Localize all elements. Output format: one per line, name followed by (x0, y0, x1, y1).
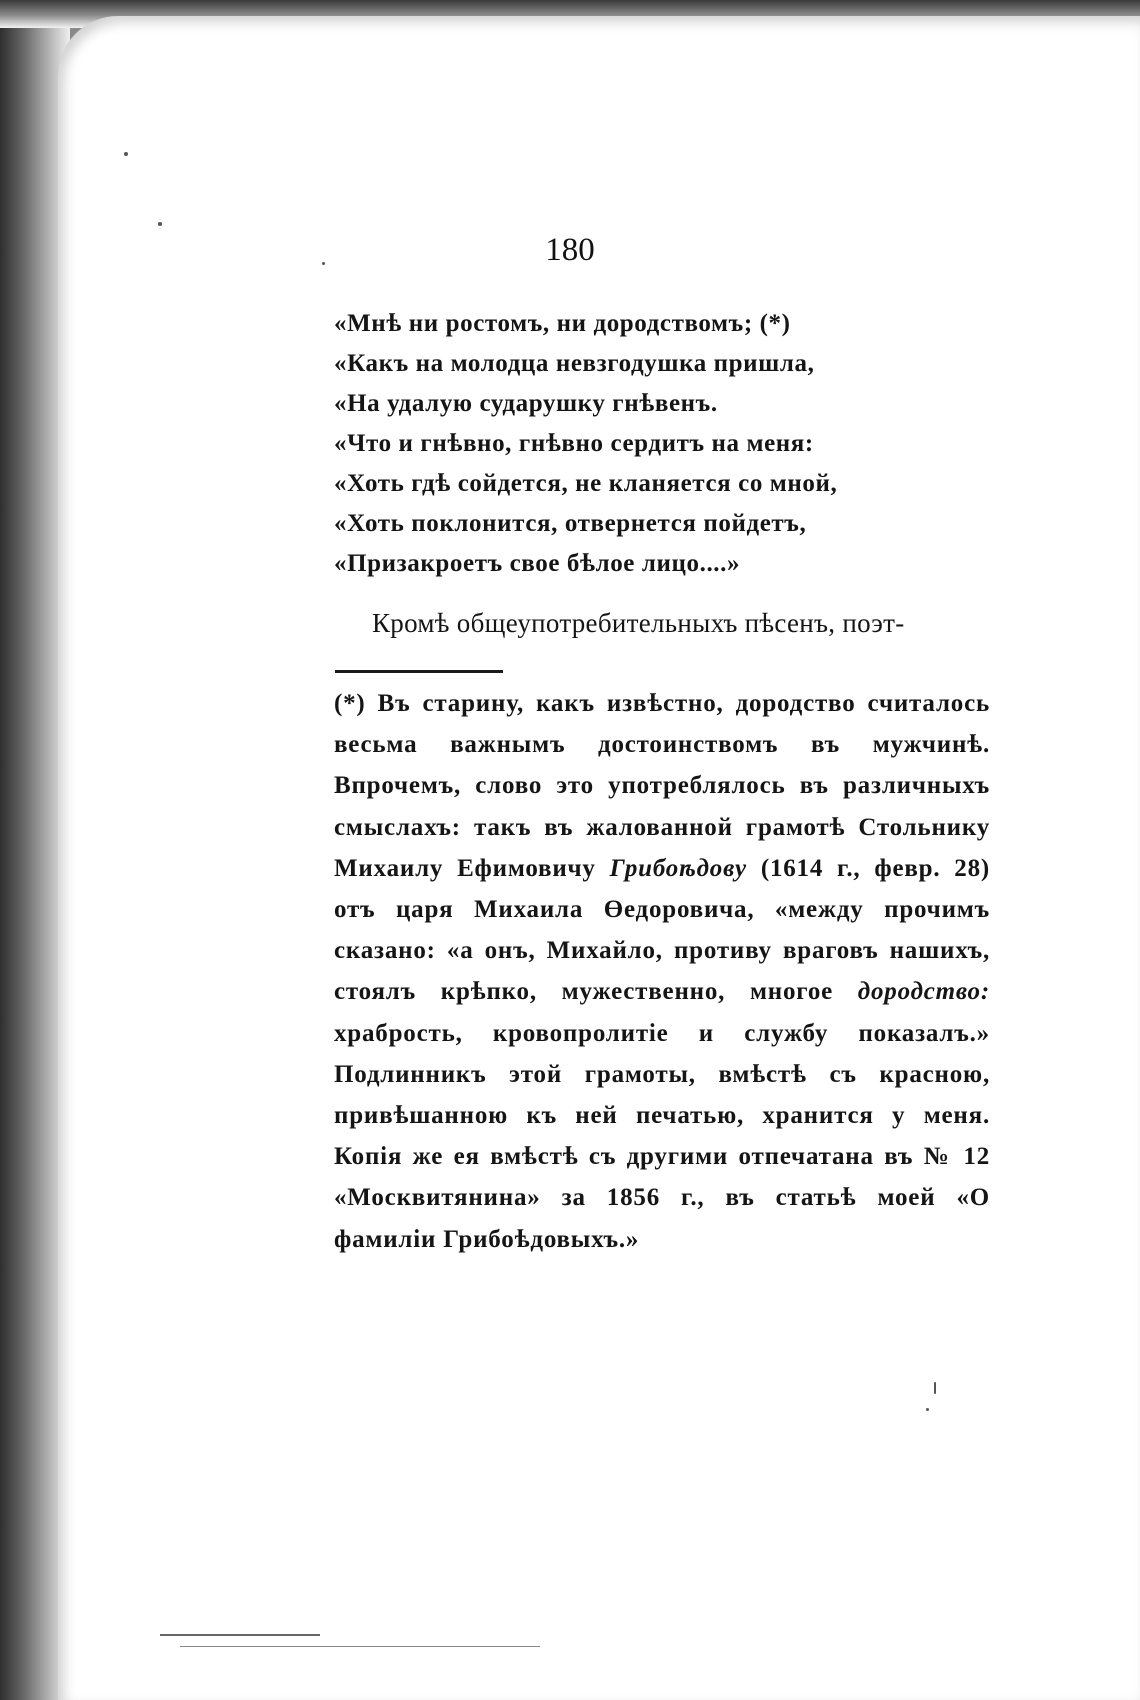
verse-line: «Какъ на молодца невзгодушка пришла, (334, 350, 815, 377)
footnote (334, 683, 990, 1260)
footnote-divider (335, 670, 503, 673)
scan-speck (926, 1408, 929, 1411)
footnote-text: (*) Въ старину, какъ извѣстно, дородство считалось весьма важнымъ достоинствомъ въ мужчинѣ. Впрочемъ, слово это употреблялось въ различныхъ смыслахъ: такъ въ жалованной грамотѣ Стольнику Михаилу Ефимовичу (334, 690, 990, 882)
footnote-text: храбрость, кровопролитіе и службу показалъ.» Подлинникъ этой грамоты, вмѣстѣ съ красною, привѣшанною къ ней печатью, хранится у меня. Копія же ея вмѣстѣ съ другими отпечатана въ № 12 «Москвитянина» за 1856 г., въ статьѣ моей «О фамиліи Грибоѣдовыхъ.» (334, 1019, 990, 1253)
verse-line: «На удалую сударушку гнѣвенъ. (334, 390, 718, 417)
page-number: 180 (545, 232, 595, 268)
scan-smudge-line (180, 1646, 540, 1647)
scan-smudge-line (160, 1634, 320, 1636)
verse-block (334, 304, 974, 584)
footnote-italic-name: Грибоѣдову (609, 854, 747, 882)
footnote-text: (1614 г., февр. 28) отъ царя Михаила Өедоровича, «между прочимъ сказано: «а онъ, Михайло, противу враговъ нашихъ, стоялъ крѣпко, мужественно, многое (334, 854, 990, 1006)
verse-line: «Хоть гдѣ сойдется, не кланяется со мной, (334, 470, 838, 497)
footnote-italic-word: дородство: (857, 978, 990, 1006)
body-paragraph: Кромѣ общеупотребительныхъ пѣсенъ, поэт- (372, 608, 905, 638)
scan-speck (934, 1382, 936, 1394)
scan-speck (124, 152, 128, 156)
verse-line: «Мнѣ ни ростомъ, ни дородствомъ; (*) (334, 310, 791, 337)
verse-line: «Призакроетъ свое бѣлое лицо....» (334, 550, 741, 577)
verse-line: «Что и гнѣвно, гнѣвно сердитъ на меня: (334, 430, 814, 457)
scan-speck (158, 222, 162, 226)
verse-line: «Хоть поклонится, отвернется пойдетъ, (334, 510, 807, 537)
